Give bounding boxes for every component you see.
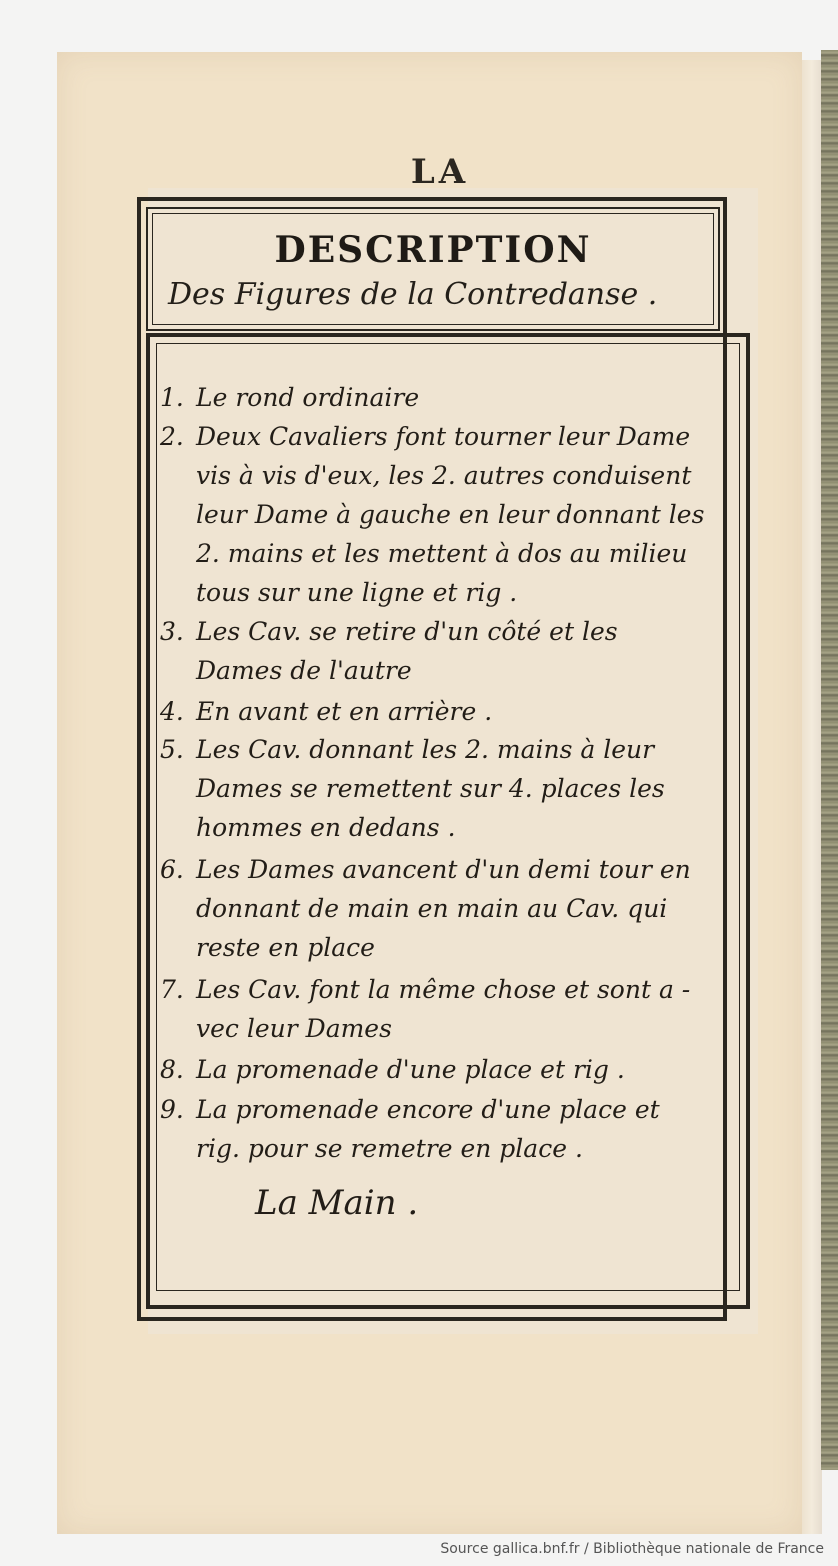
entry-number: 6. (160, 855, 184, 884)
entry-line: Deux Cavaliers font tourner leur Dame (196, 422, 691, 451)
entry-number: 2. (160, 422, 184, 451)
entry-line: Les Cav. se retire d'un côté et les (196, 617, 618, 646)
entry-number: 3. (160, 617, 184, 646)
figure-entry-5 (160, 730, 740, 847)
figure-entry-2 (160, 417, 740, 612)
figure-entry-7 (160, 970, 740, 1048)
entry-line: En avant et en arrière . (196, 697, 493, 726)
entry-line: vec leur Dames (196, 1014, 392, 1043)
entry-line: tous sur une ligne et rig . (196, 578, 518, 607)
figure-entry-8 (160, 1050, 740, 1089)
entry-line: Le rond ordinaire (196, 383, 420, 412)
entry-line: Dames se remettent sur 4. places les (196, 774, 665, 803)
entry-number: 7. (160, 975, 184, 1004)
entry-number: 5. (160, 735, 184, 764)
entry-line: Les Cav. font la même chose et sont a - (196, 975, 691, 1004)
source-credit: Source gallica.bnf.fr / Bibliothèque nationale de France (440, 1541, 824, 1557)
entry-line: leur Dame à gauche en leur donnant les (196, 500, 705, 529)
entry-line: donnant de main en main au Cav. qui (196, 894, 668, 923)
entry-line: Les Dames avancent d'un demi tour en (196, 855, 691, 884)
title-main: DESCRIPTION (274, 229, 592, 271)
entry-line: La promenade d'une place et rig . (196, 1055, 625, 1084)
entry-number: 1. (160, 383, 184, 412)
entry-line: hommes en dedans . (196, 813, 456, 842)
title-subtitle: Des Figures de la Contredanse . (168, 277, 658, 312)
entry-number: 9. (160, 1095, 184, 1124)
running-heading: LA (410, 152, 470, 192)
figure-entry-6 (160, 850, 740, 967)
entry-line: La promenade encore d'une place et (196, 1095, 660, 1124)
figure-entry-9 (160, 1090, 740, 1168)
entry-number: 8. (160, 1055, 184, 1084)
figure-entry-3 (160, 612, 740, 690)
entry-line: rig. pour se remetre en place . (196, 1134, 583, 1163)
figure-entry-4 (160, 692, 740, 731)
entry-line: Les Cav. donnant les 2. mains à leur (196, 735, 655, 764)
entry-number: 4. (160, 697, 184, 726)
figure-entry-1 (160, 378, 740, 417)
title-box (146, 207, 720, 331)
entry-line: reste en place (196, 933, 375, 962)
book-spine (821, 50, 838, 1470)
entry-line: vis à vis d'eux, les 2. autres conduisent (196, 461, 692, 490)
entry-line: Dames de l'autre (196, 656, 412, 685)
entry-line: 2. mains et les mettent à dos au milieu (196, 539, 688, 568)
engraver-signature: La Main . (255, 1183, 419, 1223)
